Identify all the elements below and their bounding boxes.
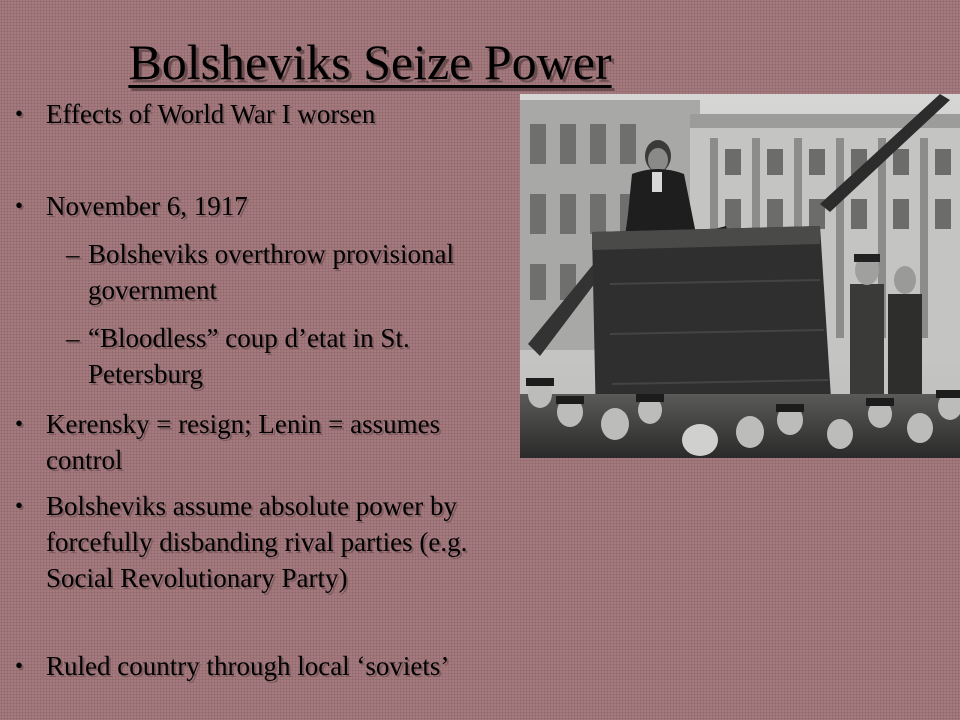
bullet-marker: • (15, 193, 24, 218)
bullet-text: Kerensky = resign; Lenin = assumes control (46, 409, 441, 475)
bullet-text: Bolsheviks assume absolute power by forcefully disbanding rival parties (e.g. Social Revolutionary Party) (46, 491, 468, 593)
historical-photo (520, 94, 960, 458)
bullet-text: Ruled country through local ‘soviets’ (46, 651, 450, 681)
slide-title: Bolsheviks Seize Power (128, 34, 612, 90)
bullet-marker: • (15, 411, 24, 436)
photo-lenin-speech-icon (520, 94, 960, 458)
sub-bullet-text: “Bloodless” coup d’etat in St. Petersburg (88, 323, 410, 389)
bullet-text: Effects of World War I worsen (46, 99, 376, 129)
sub-bullet-marker: – (66, 239, 80, 269)
bullet-marker: • (15, 493, 24, 518)
bullet-marker: • (15, 101, 24, 126)
sub-bullet-text: Bolsheviks overthrow provisional government (88, 239, 454, 305)
sub-bullet-marker: – (66, 323, 80, 353)
bullet-text: November 6, 1917 (46, 191, 248, 221)
bullet-marker: • (15, 653, 24, 678)
